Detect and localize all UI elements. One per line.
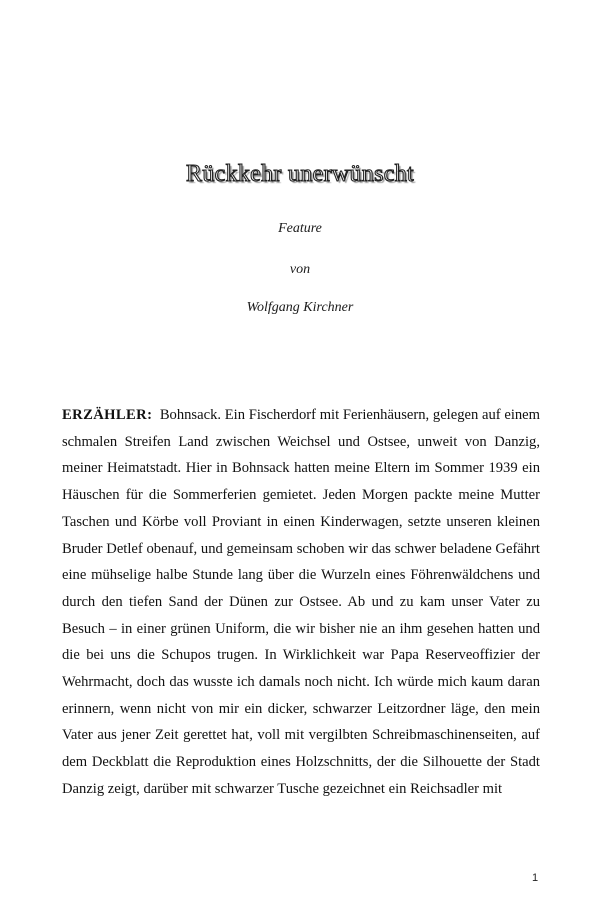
paragraph-text: Bohnsack. Ein Fischerdorf mit Ferienhäusern, gelegen auf einem schmalen Streifen Land zwischen Weichsel und Ostsee, unweit von Danzig, meiner Heimatstadt. Hier in Bohnsack hatten meine Eltern im Sommer 1939 ein Häuschen für die Sommerferien gemietet. Jeden Morgen packte meine Mutter Taschen und Körbe voll Proviant in einen Kinderwagen, setzte unseren kleinen Bruder Detlef obenauf, und gemeinsam schoben wir das schwer beladene Gefährt eine mühselige halbe Stunde lang über die Wurzeln eines Föhrenwäldchens und durch den tiefen Sand der Dünen zur Ostsee. Ab und zu kam unser Vater zu Besuch – in einer grünen Uniform, die wir bisher nie an ihm gesehen hatten und die bei uns die Schupos trugen. In Wirklichkeit war Papa Reserveoffizier der Wehrmacht, doch das wusste ich damals noch nicht. Ich würde mich kaum daran erinnern, wenn nicht von mir ein dicker, schwarzer Leitzordner läge, den mein Vater aus jener Zeit gerettet hat, voll mit vergilbten Schreibmaschinenseiten, auf dem Deckblatt die Reproduktion eines Holzschnitts, der die Silhouette der Stadt Danzig zeigt, darüber mit schwarzer Tusche gezeichnet ein Reichsadler mit	[62, 407, 541, 797]
narrator-paragraph	[62, 402, 540, 803]
speaker-label: ERZÄHLER:	[62, 407, 153, 423]
author-name: Wolfgang Kirchner	[246, 300, 354, 315]
page-number: 1	[532, 872, 539, 884]
by-label: von	[289, 262, 311, 277]
document-title: Rückkehr unerwünscht	[186, 161, 414, 187]
genre-label: Feature	[278, 221, 322, 236]
